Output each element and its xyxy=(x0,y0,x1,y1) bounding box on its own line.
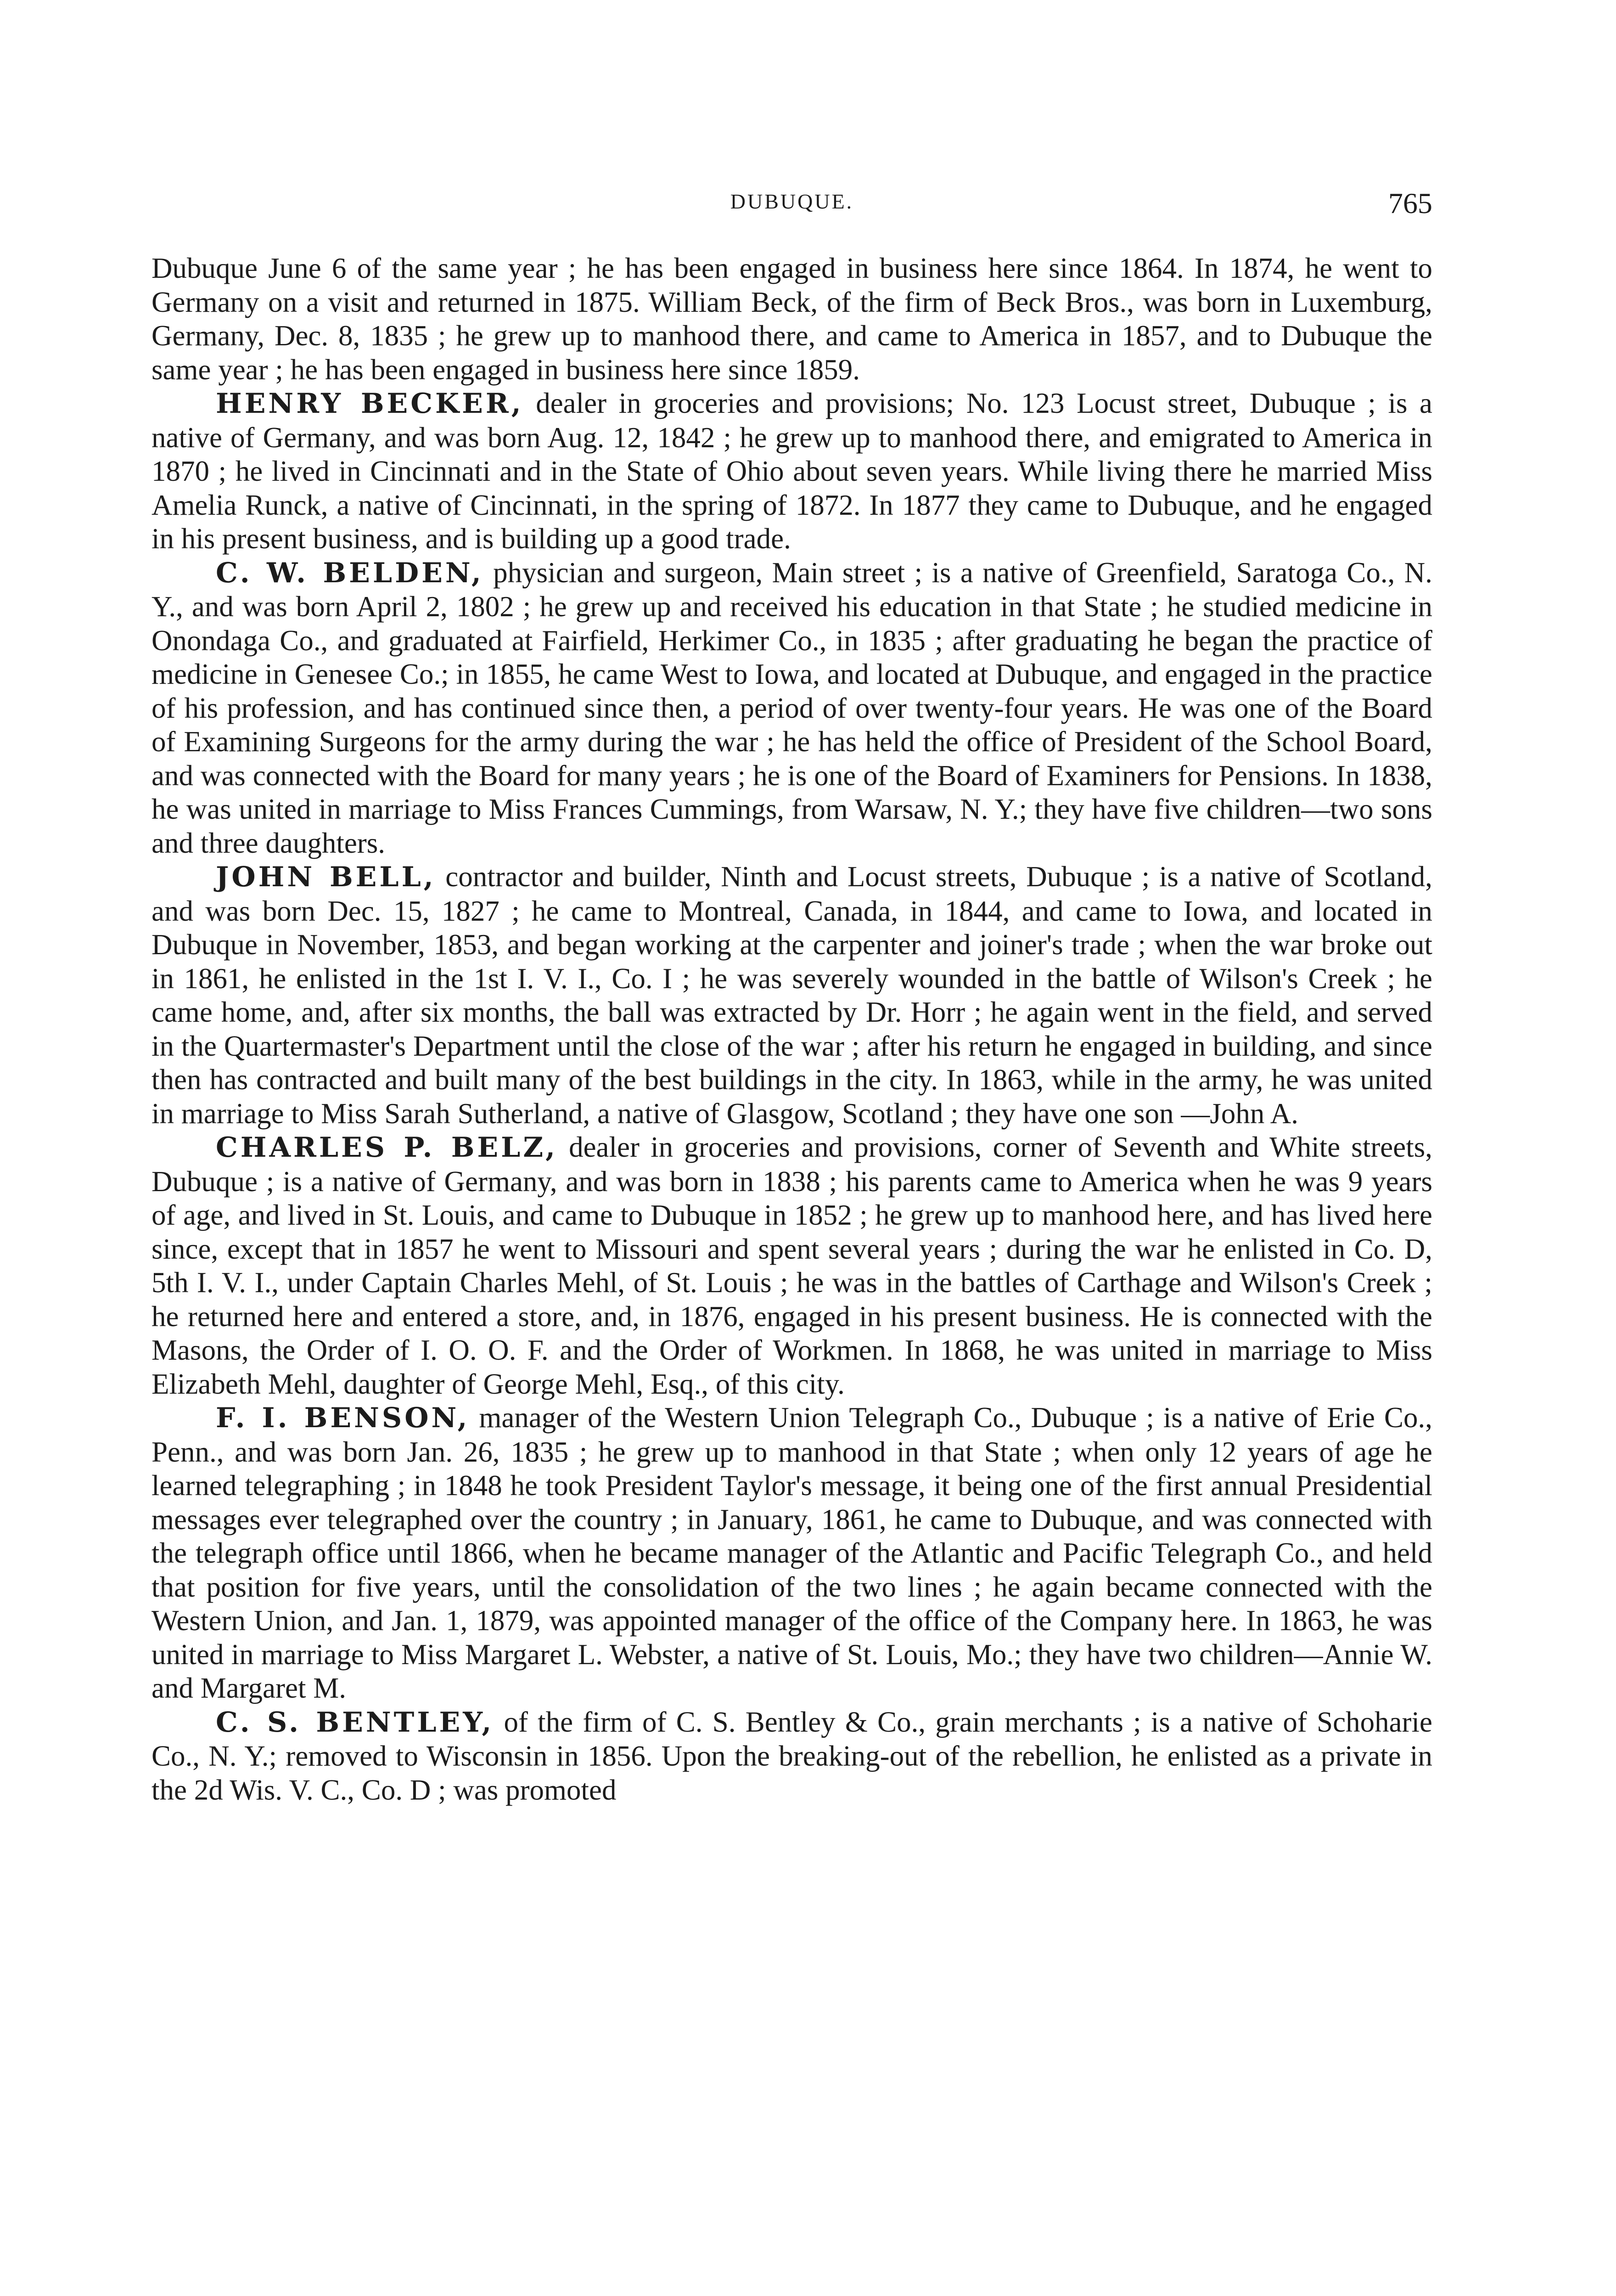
entry-text: physician and surgeon, Main street ; is a native of Greenfield, Saratoga Co., N. Y., and was born April 2, 1802 ; he grew up and received his education in that State ; he studied medicine in Onondaga Co., and graduated at Fairfield, Herkimer Co., in 1835 ; after graduating he began the practice of medicine in Genesee Co.; in 1855, he came West to Iowa, and located at Dubuque, and engaged in the practice of his profession, and has continued since then, a period of over twenty-four years. He was one of the Board of Examining Surgeons for the army during the war ; he has held the office of President of the School Board, and was connected with the Board for many years ; he is one of the Board of Examiners for Pensions. In 1838, he was united in marriage to Miss Frances Cummings, from Warsaw, N. Y.; they have five children—two sons and three daughters. xyxy=(152,556,1432,859)
entry-henry-becker xyxy=(152,387,1432,556)
continuation-paragraph: Dubuque June 6 of the same year ; he has been engaged in business here since 1864. In 1874, he went to Germany on a visit and returned in 1875. William Beck, of the firm of Beck Bros., was born in Luxemburg, Germany, Dec. 8, 1835 ; he grew up to manhood there, and came to America in 1857, and to Dubuque the same year ; he has been engaged in business here since 1859. xyxy=(152,252,1432,386)
entry-charles-p-belz xyxy=(152,1131,1432,1401)
entry-name: F. I. BENSON, xyxy=(216,1402,470,1434)
entry-name: HENRY BECKER, xyxy=(216,388,524,420)
entry-c-s-bentley xyxy=(152,1705,1432,1807)
entry-text: dealer in groceries and provisions, corner of Seventh and White streets, Dubuque ; is a native of Germany, and was born in 1838 ; his parents came to America when he was 9 years of age, and lived in St. Louis, and came to Dubuque in 1852 ; he grew up to manhood here, and has lived here since, except that in 1857 he went to Missouri and spent several years ; during the war he enlisted in Co. D, 5th I. V. I., under Captain Charles Mehl, of St. Louis ; he was in the battles of Carthage and Wilson's Creek ; he returned here and entered a store, and, in 1876, engaged in his present business. He is connected with the Masons, the Order of I. O. O. F. and the Order of Workmen. In 1868, he was united in marriage to Miss Elizabeth Mehl, daughter of George Mehl, Esq., of this city. xyxy=(152,1131,1432,1400)
running-head xyxy=(152,189,1432,226)
entry-text: of the firm of C. S. Bentley & Co., grain merchants ; is a native of Schoharie Co., N. Y.; removed to Wisconsin in 1856. Upon the breaking-out of the rebellion, he enlisted as a private in the 2d Wis. V. C., Co. D ; was promoted xyxy=(152,1705,1432,1806)
entry-c-w-belden xyxy=(152,556,1432,861)
page-number: 765 xyxy=(1388,187,1432,219)
running-title: DUBUQUE. xyxy=(730,190,854,213)
biography-text xyxy=(152,252,1432,1807)
entry-john-bell xyxy=(152,860,1432,1131)
entry-name: C. S. BENTLEY, xyxy=(216,1706,494,1739)
entry-text: dealer in groceries and provisions; No. 123 Locust street, Dubuque ; is a native of Germany, and was born Aug. 12, 1842 ; he grew up to manhood there, and emigrated to America in 1870 ; he lived in Cincinnati and in the State of Ohio about seven years. While living there he married Miss Amelia Runck, a native of Cincinnati, in the spring of 1872. In 1877 they came to Dubuque, and he engaged in his present business, and is building up a good trade. xyxy=(152,387,1433,555)
entry-text: manager of the Western Union Telegraph Co., Dubuque ; is a native of Erie Co., Penn., and was born Jan. 26, 1835 ; he grew up to manhood in that State ; when only 12 years of age he learned telegraphing ; in 1848 he took President Taylor's message, it being one of the first annual Presidential messages ever telegraphed over the country ; in January, 1861, he came to Dubuque, and was connected with the telegraph office until 1866, when he became manager of the Atlantic and Pacific Telegraph Co., and held that position for five years, until the consolidation of the two lines ; he again became connected with the Western Union, and Jan. 1, 1879, was appointed manager of the office of the Company here. In 1863, he was united in marriage to Miss Margaret L. Webster, a native of St. Louis, Mo.; they have two children—Annie W. and Margaret M. xyxy=(152,1401,1432,1704)
entry-f-i-benson xyxy=(152,1401,1432,1705)
entry-text: contractor and builder, Ninth and Locust streets, Dubuque ; is a native of Scotland, and was born Dec. 15, 1827 ; he came to Montreal, Canada, in 1844, and came to Iowa, and located in Dubuque in November, 1853, and began working at the carpenter and joiner's trade ; when the war broke out in 1861, he enlisted in the 1st I. V. I., Co. I ; he was severely wounded in the battle of Wilson's Creek ; he came home, and, after six months, the ball was extracted by Dr. Horr ; he again went in the field, and served in the Quartermaster's Department until the close of the war ; after his return he engaged in building, and since then has contracted and built many of the best buildings in the city. In 1863, while in the army, he was united in marriage to Miss Sarah Sutherland, a native of Glasgow, Scotland ; they have one son —John A. xyxy=(152,861,1432,1130)
entry-name: C. W. BELDEN, xyxy=(216,557,484,589)
entry-name: CHARLES P. BELZ, xyxy=(216,1131,558,1164)
entry-name: JOHN BELL, xyxy=(216,861,436,893)
